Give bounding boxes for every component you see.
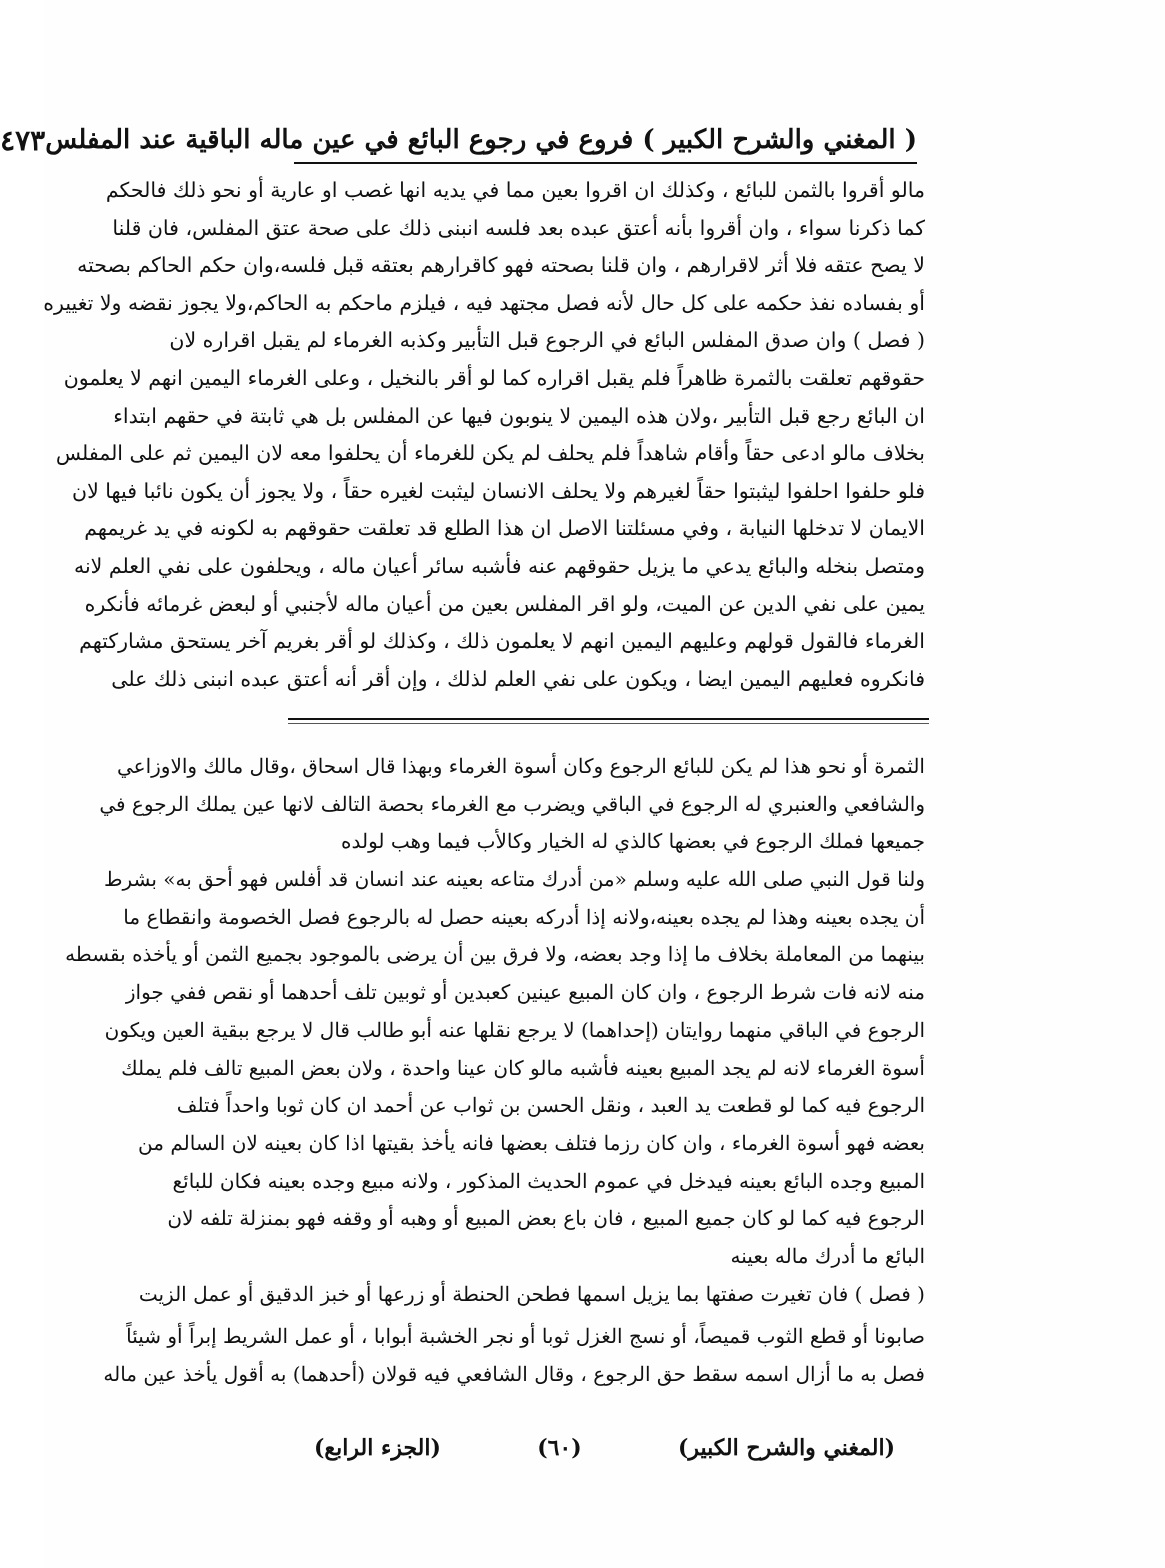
text-line: ( فصل ) وان صدق المفلس البائع في الرجوع قبل التأبير وكذبه الغرماء لم يقبل اقراره لان	[169, 328, 925, 353]
text-line: بخلاف مالو ادعى حقاً وأقام شاهداً فلم يحلف لم يكن للغرماء أن يحلفوا معه لان اليمين ثم على المفلس	[55, 441, 925, 466]
text-line: الثمرة أو نحو هذا لم يكن للبائع الرجوع وكان أسوة الغرماء وبهذا قال اسحاق ،وقال مالك والاوزاعي	[116, 754, 925, 778]
text-line: فصل به ما أزال اسمه سقط حق الرجوع ، وقال الشافعي فيه قولان (أحدهما) به أقول يأخذ عين ماله	[103, 1361, 925, 1386]
text-line: ( فصل ) فان تغيرت صفتها بما يزيل اسمها فطحن الحنطة أو زرعها أو خبز الدقيق أو عمل الزيت	[138, 1281, 925, 1306]
footer-signature-number: (٦٠)	[537, 1435, 582, 1461]
footer-book-title: (المغني والشرح الكبير)	[677, 1435, 895, 1461]
section-divider	[288, 718, 929, 720]
main-text-block	[43, 172, 925, 708]
commentary-text-block	[65, 748, 925, 1313]
page-number: ٤٧٣	[0, 123, 46, 157]
text-line: الرجوع فيه كما لو قطعت يد العبد ، ونقل الحسن بن ثواب عن أحمد ان كان ثوبا واحداً فتلف	[176, 1093, 925, 1118]
text-line: فلو حلفوا احلفوا ليثبتوا حقاً لغيرهم ولا يحلف الانسان ليثبت لغيره حقاً ، ولا يجوز أن يكون نائبا فيها لان	[72, 478, 925, 503]
text-line: المبيع وجده البائع بعينه فيدخل في عموم الحديث المذكور ، ولانه مبيع وجده بعينه فكان للبائع	[172, 1168, 925, 1193]
text-line: الغرماء فالقول قولهم وعليهم اليمين انهم لا يعلمون ذلك ، وكذلك لو أقر بغريم آخر يستحق مشاركتهم	[79, 629, 925, 654]
text-line: الرجوع في الباقي منهما روايتان (إحداهما) لا يرجع نقلها عنه أبو طالب قال لا يرجع ببقية العين ويكون	[104, 1017, 925, 1042]
text-line: الايمان لا تدخلها النيابة ، وفي مسئلتنا الاصل ان هذا الطلع قد تعلقت حقوقهم به لكونه في يد غريمهم	[84, 516, 925, 541]
text-line: أو بفساده نفذ حكمه على كل حال لأنه فصل مجتهد فيه ، فيلزم ماحكم به الحاكم،ولا يجوز نقضه ولا تغييره	[43, 290, 925, 315]
text-line: صابونا أو قطع الثوب قميصاً، أو نسج الغزل ثوبا أو نجر الخشبة أبوابا ، أو عمل الشريط إبراً أو شيئاً	[126, 1324, 925, 1348]
page-footer	[314, 1428, 895, 1468]
text-line: حقوقهم تعلقت بالثمرة ظاهراً فلم يقبل اقراره كما لو أقر بالنخيل ، وعلى الغرماء اليمين انهم لا يعلمون	[63, 365, 925, 390]
text-line: كما ذكرنا سواء ، وان أقروا بأنه أعتق عبده بعد فلسه انبنى ذلك على صحة عتق المفلس، فان قلنا	[112, 215, 925, 240]
text-line: والشافعي والعنبري له الرجوع في الباقي ويضرب مع الغرماء بحصة التالف لانها عين يملك الرجوع في	[99, 791, 925, 816]
text-line: الرجوع فيه كما لو كان جميع المبيع ، فان باع بعض المبيع أو وهبه أو وقفه فهو بمنزلة تلفه لان	[167, 1206, 925, 1231]
text-line: منه لانه فات شرط الرجوع ، وان كان المبيع عينين كعبدين أو ثوبين تلف أحدهما أو نقص ففي جواز	[125, 980, 925, 1005]
text-line: ومتصل بنخله والبائع يدعي ما يزيل حقوقهم عنه فأشبه سائر أعيان ماله ، ويحلفون على نفي العلم لانه	[73, 553, 925, 578]
text-line: مالو أقروا بالثمن للبائع ، وكذلك ان اقروا بعين مما في يديه انها غصب او عارية أو نحو ذلك فالحكم	[105, 178, 925, 202]
text-line: يمين على نفي الدين عن الميت، ولو اقر المفلس بعين من أعيان ماله لأجنبي أو لبعض غرمائه فأنكره	[84, 591, 925, 616]
page-header	[0, 118, 917, 164]
final-lines-block	[103, 1318, 925, 1438]
footer-volume: (الجزء الرابع)	[314, 1435, 441, 1461]
text-line: ان البائع رجع قبل التأبير ،ولان هذه اليمين لا ينوبون فيها عن المفلس بل هي ثابتة في حقهم ابتداء	[113, 403, 925, 428]
text-line: بينهما من المعاملة بخلاف ما إذا وجد بعضه، ولا فرق بين أن يرضى بالموجود بجميع الثمن أو يأخذه بقسطه	[65, 942, 925, 967]
text-line: ولنا قول النبي صلى الله عليه وسلم «من أدرك متاعه بعينه عند انسان قد أفلس فهو أحق به» بشرط	[103, 867, 925, 892]
section-divider-thin	[288, 723, 929, 724]
text-line: أن يجده بعينه وهذا لم يجده بعينه،ولانه إذا أدركه بعينه حصل له بالرجوع فصل الخصومة وانقطاع ما	[123, 904, 925, 929]
text-line: بعضه فهو أسوة الغرماء ، وان كان رزما فتلف بعضها فانه يأخذ بقيتها اذا كان بعينه لان السالم من	[138, 1130, 925, 1155]
text-line: جميعها فملك الرجوع في بعضها كالذي له الخيار وكالأب فيما وهب لولده	[341, 829, 925, 854]
running-title: ( المغني والشرح الكبير ) فروع في رجوع البائع في عين ماله الباقية عند المفلس	[45, 125, 917, 155]
text-line: أسوة الغرماء لانه لم يجد المبيع بعينه فأشبه مالو كان عينا واحدة ، ولان بعض المبيع تالف فلم يملك	[121, 1055, 925, 1080]
text-line: البائع ما أدرك ماله بعينه	[730, 1243, 925, 1268]
text-line: لا يصح عتقه فلا أثر لاقرارهم ، وان قلنا بصحته فهو كاقرارهم بعتقه قبل فلسه،وان حكم الحاكم بصحته	[77, 253, 925, 278]
text-line: فانكروه فعليهم اليمين ايضا ، ويكون على نفي العلم لذلك ، وإن أقر أنه أعتق عبده انبنى ذلك على	[111, 666, 925, 691]
